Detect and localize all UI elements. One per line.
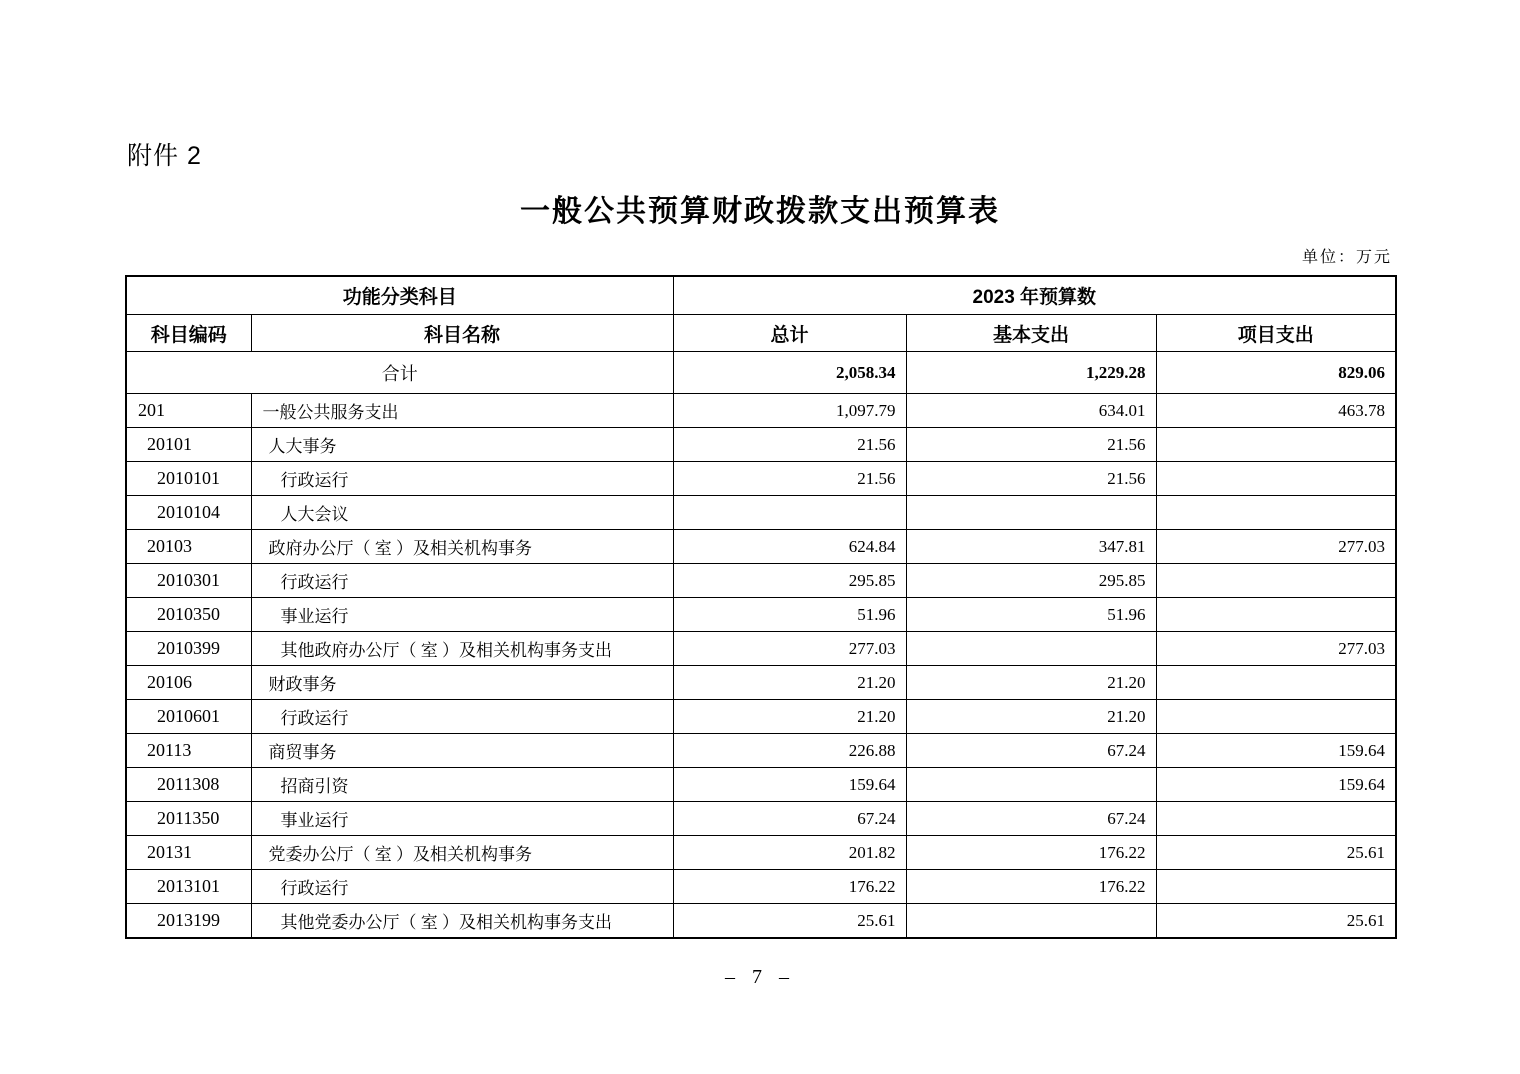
basic-cell: 21.20 — [906, 700, 1156, 734]
name-cell: 招商引资 — [251, 768, 673, 802]
total-row — [126, 352, 1396, 394]
header-group-row — [126, 276, 1396, 315]
basic-cell: 176.22 — [906, 836, 1156, 870]
total-cell — [673, 496, 906, 530]
header-columns-row — [126, 315, 1396, 352]
project-cell — [1156, 870, 1396, 904]
basic-cell: 21.56 — [906, 462, 1156, 496]
table-row — [126, 564, 1396, 598]
project-cell — [1156, 428, 1396, 462]
project-cell — [1156, 700, 1396, 734]
code-cell: 2010601 — [126, 700, 251, 734]
attachment-label: 附件 2 — [127, 142, 202, 170]
table-row — [126, 734, 1396, 768]
code-cell: 20106 — [126, 666, 251, 700]
basic-cell: 634.01 — [906, 394, 1156, 428]
project-cell: 277.03 — [1156, 530, 1396, 564]
table-row — [126, 496, 1396, 530]
name-cell: 行政运行 — [251, 564, 673, 598]
code-cell: 2013199 — [126, 904, 251, 939]
project-cell: 277.03 — [1156, 632, 1396, 666]
project-cell: 463.78 — [1156, 394, 1396, 428]
total-cell: 226.88 — [673, 734, 906, 768]
total-cell: 21.56 — [673, 462, 906, 496]
basic-cell: 347.81 — [906, 530, 1156, 564]
table-row — [126, 802, 1396, 836]
code-cell: 2010350 — [126, 598, 251, 632]
total-cell: 51.96 — [673, 598, 906, 632]
total-cell: 21.56 — [673, 428, 906, 462]
budget-table — [125, 275, 1397, 939]
basic-cell — [906, 768, 1156, 802]
table-row — [126, 530, 1396, 564]
name-cell: 政府办公厅（ 室 ）及相关机构事务 — [251, 530, 673, 564]
unit-label: 单位：万元 — [1301, 249, 1392, 266]
code-cell: 20101 — [126, 428, 251, 462]
name-cell: 其他政府办公厅（ 室 ）及相关机构事务支出 — [251, 632, 673, 666]
table-row — [126, 632, 1396, 666]
basic-cell — [906, 904, 1156, 939]
total-cell: 176.22 — [673, 870, 906, 904]
header-subject-code: 科目编码 — [126, 315, 251, 352]
total-cell: 295.85 — [673, 564, 906, 598]
header-function-category: 功能分类科目 — [126, 276, 673, 315]
project-cell — [1156, 598, 1396, 632]
header-subject-name: 科目名称 — [251, 315, 673, 352]
total-basic-cell: 1,229.28 — [906, 352, 1156, 394]
basic-cell: 295.85 — [906, 564, 1156, 598]
code-cell: 20131 — [126, 836, 251, 870]
basic-cell: 67.24 — [906, 734, 1156, 768]
header-budget-2023: 2023 年预算数 — [673, 276, 1396, 315]
table-row — [126, 870, 1396, 904]
code-cell: 2010301 — [126, 564, 251, 598]
name-cell: 行政运行 — [251, 870, 673, 904]
name-cell: 商贸事务 — [251, 734, 673, 768]
name-cell: 行政运行 — [251, 700, 673, 734]
name-cell: 其他党委办公厅（ 室 ）及相关机构事务支出 — [251, 904, 673, 939]
page-number: – 7 – — [725, 966, 795, 988]
total-cell: 21.20 — [673, 700, 906, 734]
project-cell: 159.64 — [1156, 768, 1396, 802]
code-cell: 2011308 — [126, 768, 251, 802]
code-cell: 20103 — [126, 530, 251, 564]
code-cell: 20113 — [126, 734, 251, 768]
table-row — [126, 904, 1396, 939]
total-cell: 277.03 — [673, 632, 906, 666]
table-row — [126, 598, 1396, 632]
code-cell: 2010399 — [126, 632, 251, 666]
project-cell: 159.64 — [1156, 734, 1396, 768]
basic-cell: 21.56 — [906, 428, 1156, 462]
basic-cell: 51.96 — [906, 598, 1156, 632]
basic-cell — [906, 496, 1156, 530]
project-cell — [1156, 496, 1396, 530]
project-cell — [1156, 462, 1396, 496]
code-cell: 2010104 — [126, 496, 251, 530]
project-cell — [1156, 564, 1396, 598]
name-cell: 财政事务 — [251, 666, 673, 700]
table-row — [126, 428, 1396, 462]
name-cell: 事业运行 — [251, 802, 673, 836]
total-cell: 624.84 — [673, 530, 906, 564]
total-cell: 67.24 — [673, 802, 906, 836]
total-label: 合计 — [126, 352, 673, 394]
total-total-cell: 2,058.34 — [673, 352, 906, 394]
table-row — [126, 462, 1396, 496]
total-cell: 159.64 — [673, 768, 906, 802]
basic-cell: 67.24 — [906, 802, 1156, 836]
total-cell: 201.82 — [673, 836, 906, 870]
name-cell: 党委办公厅（ 室 ）及相关机构事务 — [251, 836, 673, 870]
table-row — [126, 700, 1396, 734]
code-cell: 2010101 — [126, 462, 251, 496]
total-cell: 1,097.79 — [673, 394, 906, 428]
project-cell: 25.61 — [1156, 836, 1396, 870]
project-cell — [1156, 802, 1396, 836]
basic-cell: 176.22 — [906, 870, 1156, 904]
page-title: 一般公共预算财政拨款支出预算表 — [520, 195, 1000, 228]
code-cell: 201 — [126, 394, 251, 428]
total-cell: 21.20 — [673, 666, 906, 700]
header-basic-expenditure: 基本支出 — [906, 315, 1156, 352]
basic-cell — [906, 632, 1156, 666]
name-cell: 人大事务 — [251, 428, 673, 462]
table-row — [126, 666, 1396, 700]
total-cell: 25.61 — [673, 904, 906, 939]
basic-cell: 21.20 — [906, 666, 1156, 700]
table-row — [126, 768, 1396, 802]
table-row — [126, 836, 1396, 870]
table-row — [126, 394, 1396, 428]
name-cell: 事业运行 — [251, 598, 673, 632]
name-cell: 行政运行 — [251, 462, 673, 496]
code-cell: 2013101 — [126, 870, 251, 904]
name-cell: 人大会议 — [251, 496, 673, 530]
code-cell: 2011350 — [126, 802, 251, 836]
project-cell — [1156, 666, 1396, 700]
name-cell: 一般公共服务支出 — [251, 394, 673, 428]
total-project-cell: 829.06 — [1156, 352, 1396, 394]
header-total: 总计 — [673, 315, 906, 352]
project-cell: 25.61 — [1156, 904, 1396, 939]
header-project-expenditure: 项目支出 — [1156, 315, 1396, 352]
